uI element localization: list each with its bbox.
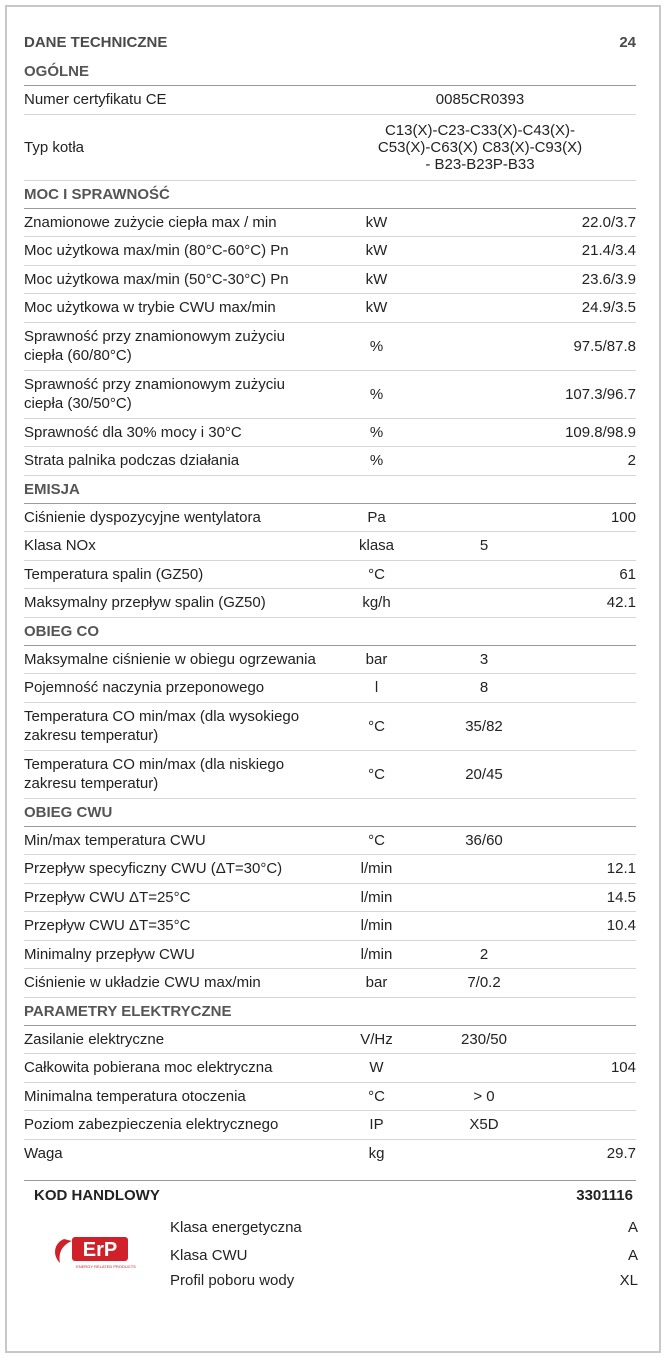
erp-logo (50, 1231, 160, 1273)
spec-label: Maksymalne ciśnienie w obiegu ogrzewania (24, 650, 316, 668)
section-heading (24, 476, 636, 504)
spec-unit: l/min (360, 945, 393, 963)
leaf-icon (55, 1239, 72, 1263)
section-heading-label: OGÓLNE (24, 63, 90, 80)
erp-row-energy-class (170, 1217, 638, 1241)
spec-unit: l/min (360, 917, 393, 935)
spec-value-mid: 2 (479, 945, 489, 963)
spec-label: Temperatura CO min/max (dla niskiego zakresu temperatur) (24, 756, 285, 792)
spec-label: Moc użytkowa max/min (80°C-60°C) Pn (24, 242, 289, 260)
spec-label: Temperatura CO min/max (dla wysokiego zakresu temperatur) (24, 708, 300, 744)
spec-label: Znamionowe zużycie ciepła max / min (24, 213, 277, 231)
spec-unit: % (369, 452, 384, 470)
spec-row (24, 504, 636, 533)
spec-label: Temperatura spalin (GZ50) (24, 565, 204, 583)
spec-label: Przepływ CWU ΔT=25°C (24, 888, 191, 906)
trade-code-row (24, 1181, 636, 1211)
section-heading-label: EMISJA (24, 480, 80, 498)
boiler-type-line: C53(X)-C63(X) C83(X)-C93(X) (377, 138, 583, 156)
spec-value-mid: 7/0.2 (467, 974, 501, 992)
spec-row (24, 323, 636, 371)
spec-label: Klasa NOx (24, 537, 96, 555)
erp-value: A (627, 1247, 638, 1264)
spec-label: Całkowita pobierana moc elektryczna (24, 1059, 273, 1077)
spec-label: Minimalna temperatura otoczenia (24, 1087, 246, 1105)
erp-row-dhw-class (170, 1245, 638, 1269)
spec-unit: °C (368, 765, 385, 783)
spec-unit: °C (368, 831, 385, 849)
spec-label: Sprawność przy znamionowym zużyciu ciepła (30/50°C) (24, 376, 285, 412)
spec-label: Typ kotła (24, 138, 85, 156)
spec-value-mid: X5D (469, 1116, 499, 1134)
erp-value: A (627, 1219, 638, 1236)
spec-label: Moc użytkowa w trybie CWU max/min (24, 299, 276, 317)
spec-unit: V/Hz (360, 1030, 393, 1048)
spec-label: Maksymalny przepływ spalin (GZ50) (24, 594, 266, 612)
section-heading-general (24, 58, 636, 86)
spec-row (24, 447, 636, 476)
spec-value: 109.8/98.9 (565, 423, 636, 441)
spec-row (24, 294, 636, 323)
spec-label: Numer certyfikatu CE (24, 91, 167, 109)
spec-value: 23.6/3.9 (581, 270, 636, 288)
spec-unit: Pa (367, 508, 386, 526)
spec-row (24, 1054, 636, 1083)
spec-unit: °C (368, 717, 385, 735)
spec-value-mid: 8 (479, 679, 489, 697)
spec-label: Przepływ specyficzny CWU (ΔT=30°C) (24, 860, 283, 878)
spec-unit: % (369, 337, 384, 355)
spec-unit: °C (368, 565, 385, 583)
spec-label: Poziom zabezpieczenia elektrycznego (24, 1116, 279, 1134)
spec-label: Przepływ CWU ΔT=35°C (24, 917, 191, 935)
section-heading (24, 799, 636, 827)
spec-row (24, 969, 636, 998)
erp-label: Klasa CWU (170, 1247, 248, 1264)
spec-row (24, 237, 636, 266)
sheet-title: DANE TECHNICZNE (24, 34, 168, 51)
spec-value-mid: 3 (479, 650, 489, 668)
spec-unit: bar (365, 650, 388, 668)
erp-logo-text: ErP (82, 1239, 118, 1261)
section-heading (24, 618, 636, 646)
spec-row (24, 532, 636, 561)
spec-row (24, 827, 636, 856)
spec-unit: kg (368, 1145, 385, 1163)
spec-unit: kg/h (362, 594, 391, 612)
spec-value: 104 (610, 1059, 636, 1077)
spec-unit: kW (365, 242, 388, 260)
spec-label: Pojemność naczynia przeponowego (24, 679, 265, 697)
spec-value: 21.4/3.4 (581, 242, 636, 260)
spec-row (24, 1026, 636, 1055)
boiler-type-line: C13(X)-C23-C33(X)-C43(X)- (384, 121, 576, 139)
section-heading-label: PARAMETRY ELEKTRYCZNE (24, 1002, 232, 1020)
spec-unit: kW (365, 213, 388, 231)
spec-value: 29.7 (606, 1145, 636, 1163)
sheet-header (24, 28, 636, 58)
spec-row (24, 1111, 636, 1140)
spec-unit: l/min (360, 888, 393, 906)
spec-label: Ciśnienie dyspozycyjne wentylatora (24, 508, 261, 526)
spec-row (24, 589, 636, 618)
spec-value: 10.4 (606, 917, 636, 935)
model-number: 24 (619, 34, 636, 51)
spec-value-multiline (324, 122, 636, 173)
spec-row (24, 855, 636, 884)
spec-value: 0085CR0393 (435, 91, 525, 109)
section-heading-label: OBIEG CWU (24, 803, 113, 821)
spec-row (24, 912, 636, 941)
spec-row (24, 209, 636, 238)
spec-unit: l (374, 679, 379, 697)
erp-value: XL (619, 1272, 638, 1289)
spec-unit: % (369, 423, 384, 441)
spec-unit: % (369, 385, 384, 403)
spec-label: Waga (24, 1145, 63, 1163)
spec-row (24, 751, 636, 799)
spec-label: Moc użytkowa max/min (50°C-30°C) Pn (24, 270, 289, 288)
spec-row (24, 1140, 636, 1169)
spec-value-mid: 230/50 (461, 1030, 507, 1048)
spec-unit: W (369, 1059, 384, 1077)
section-heading (24, 181, 636, 209)
technical-data-sheet (24, 28, 636, 1291)
trade-code-value: 3301116 (576, 1187, 633, 1204)
spec-unit: kW (365, 270, 388, 288)
spec-row (24, 266, 636, 295)
erp-row-water-profile (170, 1270, 638, 1294)
section-heading (24, 998, 636, 1026)
erp-block (24, 1211, 636, 1291)
section-heading-label: MOC I SPRAWNOŚĆ (24, 185, 170, 203)
spec-value-mid: > 0 (473, 1087, 495, 1105)
spec-row (24, 371, 636, 419)
erp-label: Profil poboru wody (170, 1272, 295, 1289)
spec-value: 97.5/87.8 (573, 337, 636, 355)
spec-unit: bar (365, 974, 388, 992)
spec-row-boiler-type (24, 115, 636, 181)
spec-unit: °C (368, 1087, 385, 1105)
spec-value-mid: 5 (479, 537, 489, 555)
spec-row (24, 1083, 636, 1112)
spec-value: 107.3/96.7 (565, 385, 636, 403)
spec-label: Strata palnika podczas działania (24, 452, 240, 470)
spec-label: Min/max temperatura CWU (24, 831, 206, 849)
erp-label: Klasa energetyczna (170, 1219, 302, 1236)
spec-row (24, 419, 636, 448)
spec-value: 42.1 (606, 594, 636, 612)
erp-logo-subtext: ENERGY RELATED PRODUCTS (76, 1264, 136, 1269)
spec-row (24, 941, 636, 970)
spec-label: Zasilanie elektryczne (24, 1030, 165, 1048)
spec-unit: IP (369, 1116, 384, 1134)
spec-sections (24, 181, 636, 1169)
spec-value: 2 (627, 452, 636, 470)
section-heading-label: OBIEG CO (24, 622, 100, 640)
spec-label: Minimalny przepływ CWU (24, 945, 195, 963)
spec-row (24, 561, 636, 590)
spec-value: 100 (610, 508, 636, 526)
spec-value: 61 (619, 565, 636, 583)
spec-label: Ciśnienie w układzie CWU max/min (24, 974, 261, 992)
spec-unit: klasa (358, 537, 395, 555)
spec-row (24, 884, 636, 913)
spec-value: 22.0/3.7 (581, 213, 636, 231)
spec-unit: l/min (360, 860, 393, 878)
trade-code-label: KOD HANDLOWY (34, 1187, 160, 1204)
spec-value-mid: 20/45 (465, 765, 503, 783)
spec-row (24, 646, 636, 675)
spec-label: Sprawność przy znamionowym zużyciu ciepła (60/80°C) (24, 328, 285, 364)
spec-label: Sprawność dla 30% mocy i 30°C (24, 423, 242, 441)
spec-row-cert (24, 86, 636, 115)
spec-value: 14.5 (606, 888, 636, 906)
spec-row (24, 674, 636, 703)
spec-value-mid: 35/82 (465, 717, 503, 735)
spec-unit: kW (365, 299, 388, 317)
spec-row (24, 703, 636, 751)
spec-value: 12.1 (606, 860, 636, 878)
spec-value-mid: 36/60 (465, 831, 503, 849)
spec-value: 24.9/3.5 (581, 299, 636, 317)
boiler-type-line: - B23-B23P-B33 (425, 155, 535, 173)
